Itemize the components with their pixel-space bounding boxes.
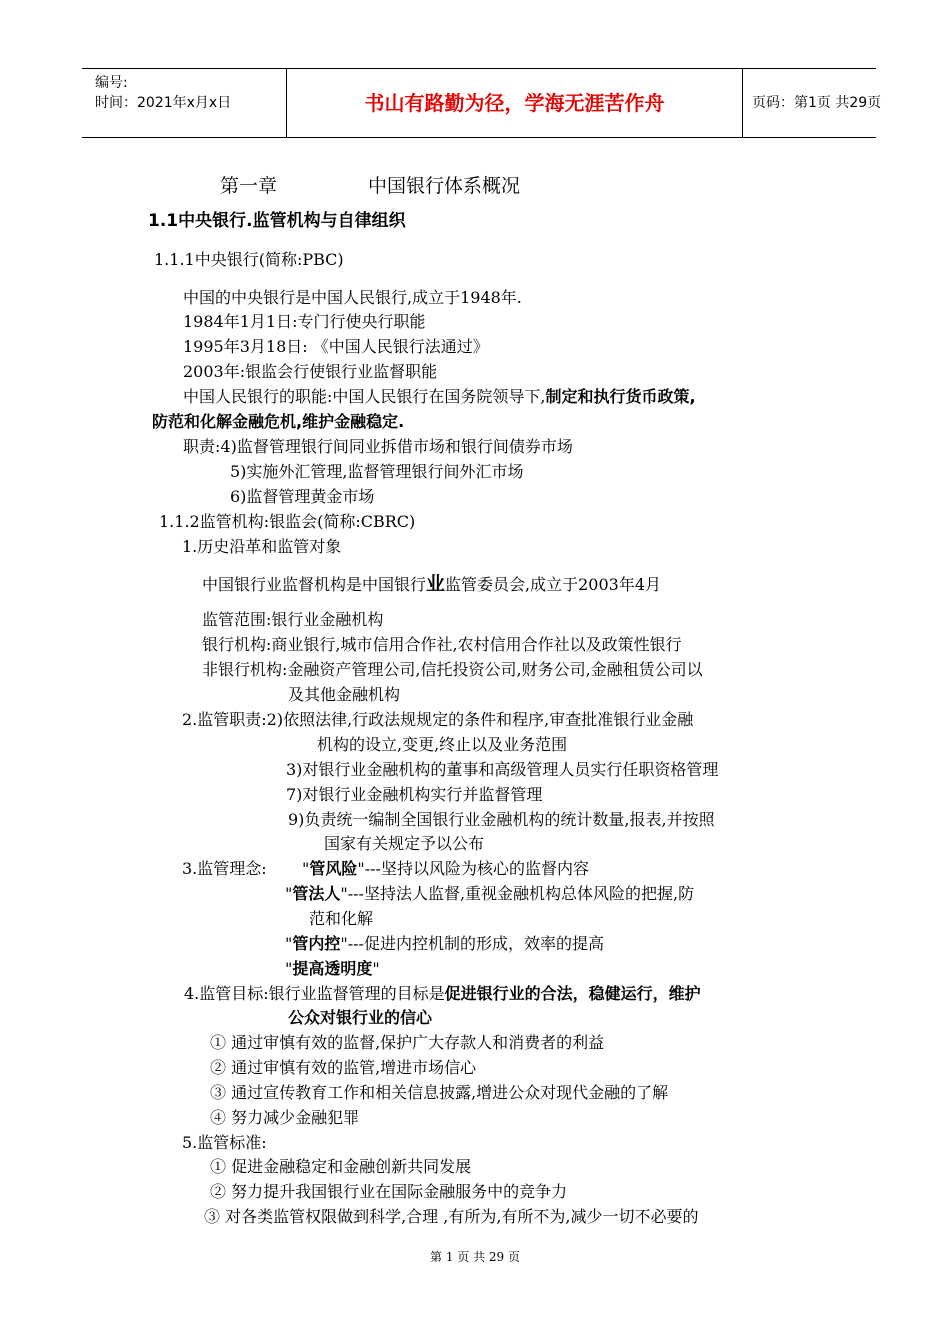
list-item: 机构的设立,变更,终止以及业务范围 bbox=[317, 735, 568, 754]
bold-phrase: 促进银行业的合法，稳健运行，维护 bbox=[444, 984, 701, 1003]
paragraph-text: 中国人民银行的职能:中国人民银行在国务院领导下, bbox=[183, 387, 546, 406]
page-header bbox=[82, 68, 882, 138]
chapter-title: 中国银行体系概况 bbox=[368, 175, 521, 197]
paragraph: 银行机构:商业银行,城市信用合作社,农村信用合作社以及政策性银行 bbox=[202, 635, 682, 654]
chapter-number: 第一章 bbox=[220, 175, 278, 197]
paragraph: 及其他金融机构 bbox=[288, 685, 401, 704]
header-page-info: 页码：第1页 共29页 bbox=[752, 95, 882, 111]
concept-keyword: 提高透明度 bbox=[292, 959, 373, 978]
quote-mark: " bbox=[372, 959, 380, 978]
header-motto: 书山有路勤为径，学海无涯苦作舟 bbox=[287, 69, 743, 137]
subsection-heading: 1.1.1中央银行(简称:PBC) bbox=[154, 250, 344, 269]
list-heading-text: 4.监管目标:银行业监督管理的目标是 bbox=[184, 984, 445, 1003]
concept-item bbox=[285, 959, 380, 979]
concept-keyword: 管法人 bbox=[292, 884, 341, 903]
list-item: 9)负责统一编制全国银行业金融机构的统计数量,报表,并按照 bbox=[288, 810, 715, 829]
emphasis-char: 业 bbox=[426, 573, 446, 595]
duty-item: 6)监督管理黄金市场 bbox=[230, 487, 375, 506]
concept-text: "---促进内控机制的形成，效率的提高 bbox=[340, 934, 604, 953]
paragraph: 非银行机构:金融资产管理公司,信托投资公司,财务公司,金融租赁公司以 bbox=[202, 660, 703, 679]
list-heading: 3.监管理念: bbox=[182, 859, 267, 878]
duty-item: 职责:4)监督管理银行间同业拆借市场和银行间债券市场 bbox=[183, 437, 573, 456]
paragraph bbox=[183, 387, 696, 407]
header-left-cell bbox=[82, 69, 287, 137]
concept-item bbox=[302, 859, 589, 879]
page-footer: 第 1 页 共 29 页 bbox=[430, 1250, 520, 1264]
doc-time-label: 时间：2021年x月x日 bbox=[95, 95, 232, 111]
concept-item: 范和化解 bbox=[309, 909, 374, 928]
paragraph: 1995年3月18日: 《中国人民银行法通过》 bbox=[183, 337, 489, 356]
standard-item: ② 努力提升我国银行业在国际金融服务中的竞争力 bbox=[210, 1182, 568, 1201]
list-item: 7)对银行业金融机构实行并监督管理 bbox=[286, 785, 543, 804]
list-heading: 2.监管职责:2)依照法律,行政法规规定的条件和程序,审查批准银行业金融 bbox=[182, 710, 694, 729]
concept-text: "---坚持以风险为核心的监督内容 bbox=[357, 859, 589, 878]
paragraph: 2003年:银监会行使银行业监督职能 bbox=[183, 362, 438, 381]
quote-mark: " bbox=[285, 934, 293, 953]
concept-keyword: 管风险 bbox=[309, 859, 358, 878]
list-heading: 5.监管标准: bbox=[182, 1133, 267, 1152]
list-item: 国家有关规定予以公布 bbox=[324, 834, 485, 853]
goal-item: ③ 通过宣传教育工作和相关信息披露,增进公众对现代金融的了解 bbox=[210, 1083, 669, 1102]
paragraph bbox=[202, 574, 661, 595]
list-heading: 1.历史沿革和监管对象 bbox=[182, 537, 342, 556]
paragraph-text: 中国银行业监督机构是中国银行 bbox=[202, 575, 427, 594]
concept-item bbox=[285, 884, 694, 904]
paragraph: 中国的中央银行是中国人民银行,成立于1948年. bbox=[183, 288, 522, 307]
goal-item: ① 通过审慎有效的监督,保护广大存款人和消费者的利益 bbox=[210, 1033, 605, 1052]
bold-paragraph: 防范和化解金融危机,维护金融稳定. bbox=[152, 412, 405, 431]
duty-item: 5)实施外汇管理,监督管理银行间外汇市场 bbox=[230, 462, 524, 481]
standard-item: ① 促进金融稳定和金融创新共同发展 bbox=[210, 1157, 472, 1176]
goal-item: ② 通过审慎有效的监管,增进市场信心 bbox=[210, 1058, 477, 1077]
concept-text: "---坚持法人监督,重视金融机构总体风险的把握,防 bbox=[340, 884, 695, 903]
paragraph: 监管范围:银行业金融机构 bbox=[202, 610, 384, 629]
goal-item: ④ 努力减少金融犯罪 bbox=[210, 1108, 360, 1127]
subsection-heading: 1.1.2监管机构:银监会(简称:CBRC) bbox=[159, 512, 416, 531]
bold-phrase: 制定和执行货币政策, bbox=[545, 387, 696, 406]
quote-mark: " bbox=[285, 884, 293, 903]
quote-mark: " bbox=[302, 859, 310, 878]
bold-phrase: 公众对银行业的信心 bbox=[288, 1008, 433, 1027]
quote-mark: " bbox=[285, 959, 293, 978]
concept-keyword: 管内控 bbox=[292, 934, 341, 953]
doc-number-label: 编号: bbox=[95, 75, 128, 91]
concept-item bbox=[285, 934, 604, 954]
section-heading: 1.1中央银行.监管机构与自律组织 bbox=[148, 211, 406, 231]
standard-item: ③ 对各类监管权限做到科学,合理 ,有所为,有所不为,减少一切不必要的 bbox=[204, 1207, 699, 1226]
list-heading bbox=[184, 984, 701, 1004]
list-item: 3)对银行业金融机构的董事和高级管理人员实行任职资格管理 bbox=[286, 760, 719, 779]
paragraph-text: 监管委员会,成立于2003年4月 bbox=[445, 575, 662, 594]
paragraph: 1984年1月1日:专门行使央行职能 bbox=[183, 312, 426, 331]
